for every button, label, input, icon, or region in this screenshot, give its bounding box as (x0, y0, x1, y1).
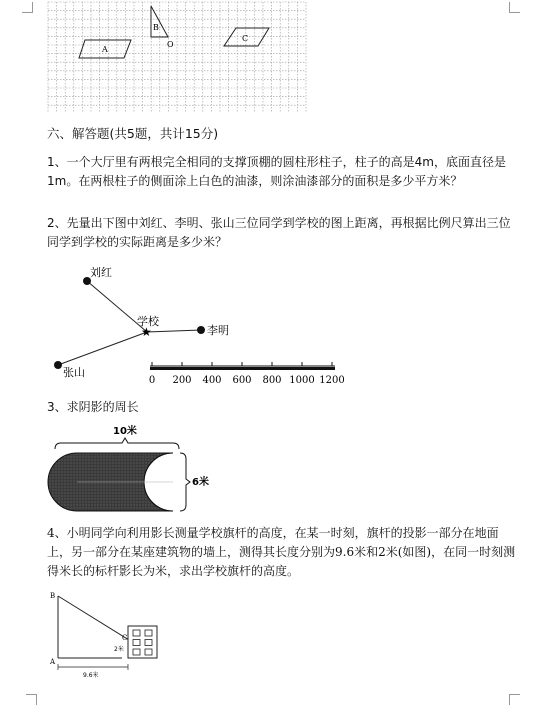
crop-mark-top-right (509, 2, 520, 13)
wall-height-label: 2米 (114, 646, 124, 653)
label-school: 学校 (137, 315, 159, 328)
point-b-label: B (50, 592, 56, 600)
dot-zhangshan (54, 361, 62, 369)
question-3-text: 3、求阴影的周长 (47, 400, 139, 414)
line-school-zhangshan (58, 332, 147, 365)
crop-mark-bottom-right (509, 694, 520, 705)
scale-bar-thick (150, 367, 335, 370)
question-1-text: 1、一个大厅里有两根完全相同的支撑顶棚的圆柱形柱子，柱子的高是4m，底面直径是1m。在两根柱子的侧面涂上白色的油漆，则涂油漆部分的面积是多少平方米？ (47, 155, 506, 188)
dot-liming (197, 326, 205, 334)
line-school-liming (147, 330, 201, 332)
ground-length-label: 9.6米 (83, 672, 99, 679)
grid-label-a: A (102, 45, 108, 54)
label-liming: 李明 (207, 324, 229, 337)
scale-tick-label: 1200 (319, 375, 345, 386)
question-3-figure (40, 420, 230, 520)
scale-tick-label: 200 (172, 375, 192, 386)
grid-label-c: C (242, 34, 249, 43)
crop-mark-bottom-left (26, 694, 37, 705)
scale-tick-label: 800 (262, 375, 282, 386)
height-brace (180, 453, 190, 511)
point-c-label: C (122, 634, 128, 642)
crop-mark-top-left (22, 2, 33, 13)
scale-tick-label: 0 (148, 375, 156, 386)
width-brace (55, 438, 179, 449)
scale-tick-label: 1000 (289, 375, 315, 386)
question-2-figure (40, 260, 360, 390)
scale-tick-label: 600 (232, 375, 252, 386)
grid-figure (46, 0, 308, 114)
question-4-figure (40, 588, 180, 683)
grid-label-o: O (167, 40, 174, 49)
point-a-label: A (50, 658, 56, 666)
building (128, 626, 157, 658)
label-zhangshan: 张山 (63, 366, 85, 379)
question-4-text: 4、小明同学向利用影长测量学校旗杆的高度，在某一时刻，旗杆的投影一部分在地面上，另一部分在某座建筑物的墙上，测得其长度分别为9.6米和2米(如图)，在同一时刻测得米长的标杆影长为米，求出学校旗杆的高度。 (47, 526, 516, 578)
width-label: 10米 (113, 426, 137, 437)
sun-ray (58, 596, 129, 640)
label-liuhong: 刘红 (90, 266, 112, 279)
star-school: ★ (141, 325, 152, 339)
height-label: 6米 (192, 477, 209, 488)
question-2-text: 2、先量出下图中刘红、李明、张山三位同学到学校的图上距离，再根据比例尺算出三位同学到学校的实际距离是多少米？ (47, 216, 511, 249)
scale-tick-label: 400 (202, 375, 222, 386)
grid-label-b: B (153, 23, 159, 32)
section-heading: 六、解答题(共5题，共计15分) (47, 126, 219, 141)
